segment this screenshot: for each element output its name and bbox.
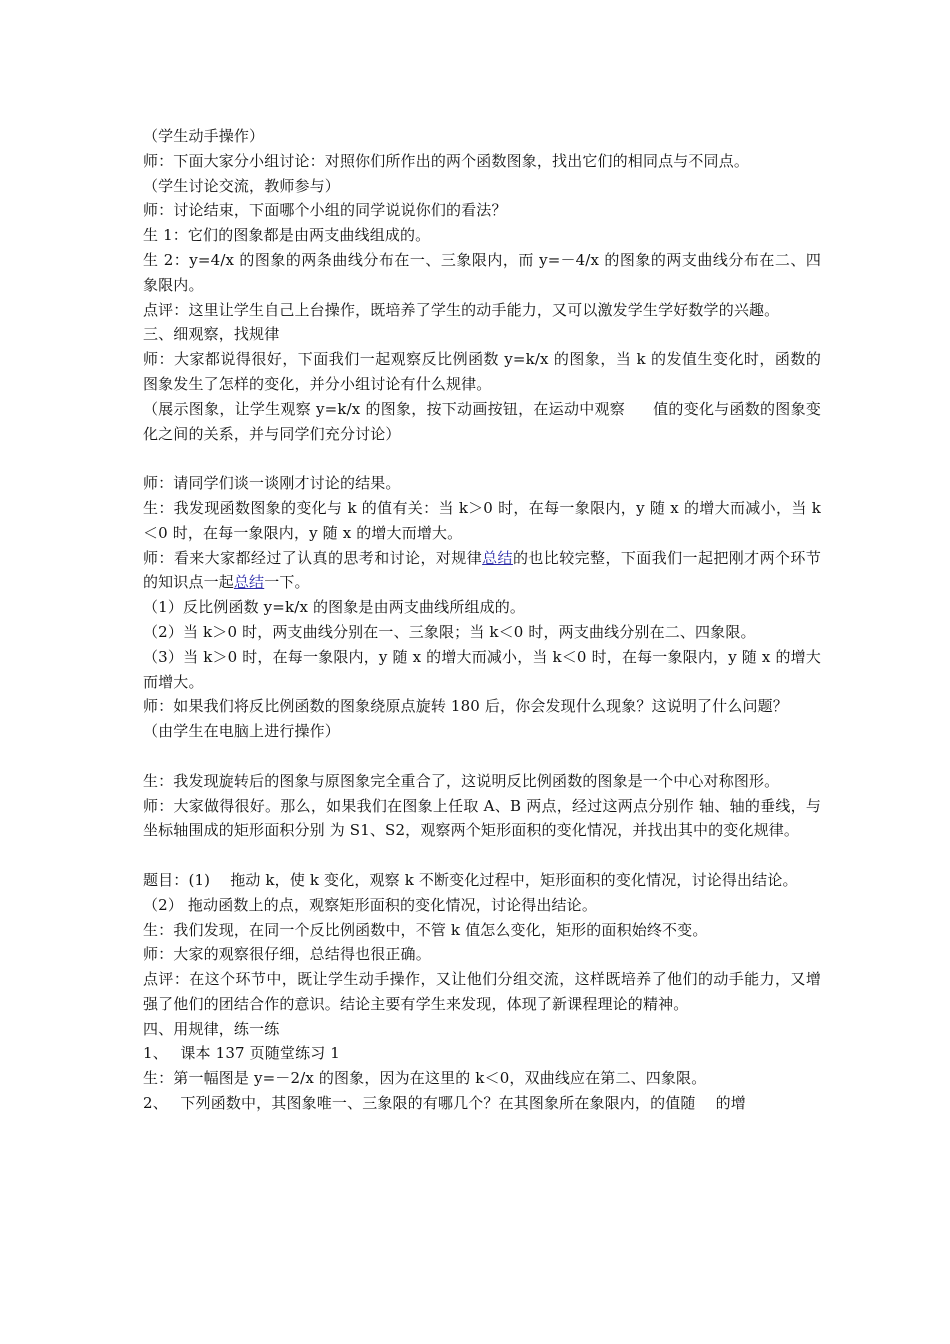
paragraph: 生：我发现函数图象的变化与 k 的值有关：当 k＞0 时，在每一象限内，y 随 x 的增大而减小，当 k＜0 时，在每一象限内，y 随 x 的增大而增大。 bbox=[143, 498, 821, 542]
paragraph: （1）反比例函数 y=k/x 的图象是由两支曲线所组成的。 bbox=[143, 598, 526, 617]
paragraph: 2、 下列函数中，其图象唯一、三象限的有哪几个？在其图象所在象限内，的值随 的增 bbox=[143, 1094, 746, 1113]
paragraph: （由学生在电脑上进行操作） bbox=[143, 722, 340, 741]
paragraph: （3）当 k＞0 时，在每一象限内，y 随 x 的增大而减小，当 k＜0 时，在每一象限内，y 随 x 的增大而增大。 bbox=[143, 647, 821, 691]
paragraph: 四、用规律，练一练 bbox=[143, 1019, 280, 1038]
paragraph-text: 师：看来大家都经过了认真的思考和讨论，对规律 bbox=[143, 548, 483, 567]
paragraph: （2）当 k＞0 时，两支曲线分别在一、三象限；当 k＜0 时，两支曲线分别在二、四象限。 bbox=[143, 622, 756, 641]
paragraph: 师：下面大家分小组讨论：对照你们所作出的两个函数图象，找出它们的相同点与不同点。 bbox=[143, 151, 750, 170]
paragraph bbox=[143, 546, 821, 596]
paragraph-text: 的也比较完整，下面我们一起把刚才两个环节的知识点一起 bbox=[143, 548, 821, 592]
paragraph-text: 一下。 bbox=[264, 573, 310, 592]
paragraph: 题目：(1) 拖动 k，使 k 变化，观察 k 不断变化过程中，矩形面积的变化情况，讨论得出结论。 bbox=[143, 870, 798, 889]
paragraph: 生：第一幅图是 y=－2/x 的图象，因为在这里的 k＜0，双曲线应在第二、四象限。 bbox=[143, 1069, 707, 1088]
document-body bbox=[143, 124, 821, 1116]
paragraph: 三、细观察，找规律 bbox=[143, 325, 280, 344]
paragraph-text: （展示图象，让学生观察 y=k/x 的图象，按下动画按钮，在运动中观察 bbox=[143, 399, 626, 418]
paragraph: 师：讨论结束，下面哪个小组的同学说说你们的看法？ bbox=[143, 201, 507, 220]
paragraph: 师：大家的观察很仔细，总结得也很正确。 bbox=[143, 945, 431, 964]
paragraph: 生：我们发现，在同一个反比例函数中，不管 k 值怎么变化，矩形的面积始终不变。 bbox=[143, 920, 708, 939]
paragraph: （2） 拖动函数上的点，观察矩形面积的变化情况，讨论得出结论。 bbox=[143, 895, 597, 914]
paragraph: 生：我发现旋转后的图象与原图象完全重合了，这说明反比例函数的图象是一个中心对称图形。 bbox=[143, 771, 780, 790]
paragraph bbox=[143, 397, 821, 447]
paragraph: 师：大家都说得很好，下面我们一起观察反比例函数 y=k/x 的图象，当 k 的发值生变化时，函数的图象发生了怎样的变化，并分小组讨论有什么规律。 bbox=[143, 350, 821, 393]
blank-line bbox=[143, 843, 821, 868]
paragraph: 生 2：y=4/x 的图象的两条曲线分布在一、三象限内，而 y=－4/x 的图象的两支曲线分布在二、四象限内。 bbox=[143, 250, 821, 294]
paragraph: 生 1：它们的图象都是由两支曲线组成的。 bbox=[143, 226, 431, 245]
summary-link[interactable]: 总结 bbox=[233, 573, 265, 592]
summary-link[interactable]: 总结 bbox=[482, 548, 513, 567]
blank-line bbox=[143, 446, 821, 471]
blank-line bbox=[143, 744, 821, 769]
paragraph: （学生讨论交流，教师参与） bbox=[143, 176, 340, 195]
paragraph: 师：大家做得很好。那么，如果我们在图象上任取 A、B 两点，经过这两点分别作 轴、轴的垂线，与坐标轴围成的矩形面积分别 为 S1、S2，观察两个矩形面积的变化情况，并找出其中的变化规律。 bbox=[143, 796, 821, 840]
paragraph: 1、 课本 137 页随堂练习 1 bbox=[143, 1044, 340, 1063]
paragraph: 点评：在这个环节中，既让学生动手操作，又让他们分组交流，这样既培养了他们的动手能力，又增强了他们的团结合作的意识。结论主要有学生来发现，体现了新课程理论的精神。 bbox=[143, 970, 821, 1013]
paragraph: 点评：这里让学生自己上台操作，既培养了学生的动手能力，又可以激发学生学好数学的兴趣。 bbox=[143, 300, 780, 319]
paragraph: （学生动手操作） bbox=[143, 127, 265, 145]
paragraph: 师：请同学们谈一谈刚才讨论的结果。 bbox=[143, 474, 401, 493]
paragraph-text: 值的变化与函数的图象变化之间的关系，并与同学们充分讨论） bbox=[143, 399, 821, 443]
paragraph: 师：如果我们将反比例函数的图象绕原点旋转 180 后，你会发现什么现象？这说明了什么问题？ bbox=[143, 697, 788, 716]
